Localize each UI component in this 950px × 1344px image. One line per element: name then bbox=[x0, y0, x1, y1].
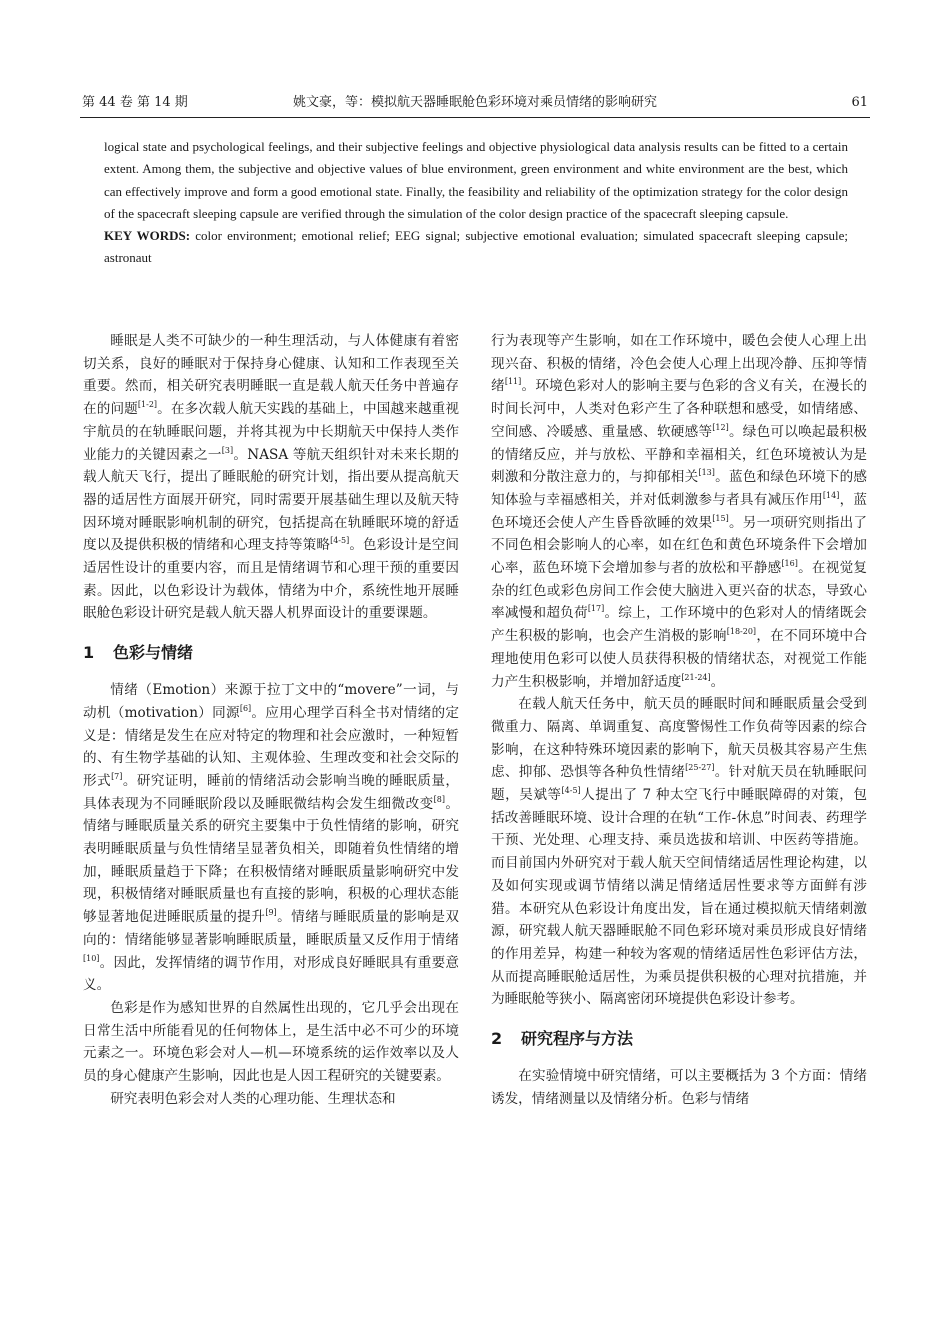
keywords-text: color environment; emotional relief; EEG signal; subjective emotional evaluation; simulated spacecraft sleeping capsule; astronaut bbox=[104, 228, 849, 266]
citation: [1-2] bbox=[137, 400, 158, 410]
citation: [7] bbox=[111, 771, 123, 781]
abstract-text: logical state and psychological feelings, and their subjective feelings and objective physiological data analysis results can be fitted to a certain extent. Among them, the subjective and objective values of blue environment, green environment and white environment are the best, which can effectively improve and form a good emotional state. Finally, the feasibility and reliability of the optimization strategy for the color design of the spacecraft sleeping capsule are verified through the simulation of the color design practice of the spacecraft sleeping capsule. bbox=[104, 139, 848, 221]
section-number: 2 bbox=[491, 1029, 503, 1049]
paragraph-sleep-intro: 睡眠是人类不可缺少的一种生理活动，与人体健康有着密切关系，良好的睡眠对于保持身心健康、认知和工作表现至关重要。然而，相关研究表明睡眠一直是载人航天任务中普遍存在的问题[1-2]。在多次载人航天实践的基础上，中国越来越重视宇航员的在轨睡眠问题，并将其视为中长期航天中保持人类作业能力的关键因素之一[3]。NASA 等航天组织针对未来长期的载人航天飞行，提出了睡眠舱的研究计划，指出要从提高航天器的适居性方面展开研究，同时需要开展基础生理以及航天特因环境对睡眠影响机制的研究，包括提高在轨睡眠环境的舒适度以及提供积极的情绪和心理支持等策略[4-5]。色彩设计是空间适居性设计的重要内容，而且是情绪调节和心理干预的重要因素。因此，以色彩设计为载体，情绪为中介，系统性地开展睡眠舱色彩设计研究是载人航天器人机界面设计的重要课题。 bbox=[83, 333, 460, 622]
citation: [15] bbox=[712, 513, 729, 523]
citation: [9] bbox=[265, 908, 277, 918]
citation: [4-5] bbox=[561, 786, 581, 796]
running-header bbox=[80, 92, 870, 114]
citation: [21-24] bbox=[681, 672, 711, 682]
section-title: 色彩与情绪 bbox=[113, 643, 194, 663]
abstract-block bbox=[104, 136, 848, 270]
running-title: 姚文豪，等：模拟航天器睡眠舱色彩环境对乘员情绪的影响研究 bbox=[292, 95, 657, 110]
citation: [14] bbox=[822, 490, 840, 500]
keywords bbox=[104, 225, 848, 270]
section-heading-1 bbox=[83, 642, 459, 664]
citation: [25-27] bbox=[685, 763, 715, 773]
citation: [4-5] bbox=[330, 536, 350, 546]
citation: [17] bbox=[587, 604, 605, 614]
citation: [16] bbox=[781, 559, 798, 569]
keywords-label: KEY WORDS: bbox=[104, 228, 191, 244]
paragraph-emotion-definition: 情绪（Emotion）来源于拉丁文中的“movere”一词，与动机（motivation）同源[6]。应用心理学百科全书对情绪的定义是：情绪是发生在应对特定的物理和社会应激时，一种短暂的、有生物学基础的认知、主观体验、生理改变和社会交际的形式[7]。研究证明，睡前的情绪活动会影响当晚的睡眠质量，具体表现为不同睡眠阶段以及睡眠微结构会发生细微改变[8]。情绪与睡眠质量关系的研究主要集中于负性情绪的影响，研究表明睡眠质量与负性情绪呈显著负相关，即随着负性情绪的增加，睡眠质量趋于下降；在积极情绪对睡眠质量影响研究中发现，积极情绪对睡眠质量也有直接的影响，积极的心理状态能够显著地促进睡眠质量的提升[9]。情绪与睡眠质量的影响是双向的：情绪能够显著影响睡眠质量，睡眠质量又反作用于情绪[10]。因此，发挥情绪的调节作用，对形成良好睡眠具有重要意义。 bbox=[83, 682, 460, 994]
citation: [18-20] bbox=[726, 627, 757, 637]
header-rule bbox=[80, 117, 870, 118]
section-heading-2 bbox=[491, 1028, 867, 1050]
right-column bbox=[491, 330, 867, 1111]
citation: [3] bbox=[221, 445, 234, 455]
citation: [8] bbox=[433, 794, 445, 804]
citation: [10] bbox=[83, 953, 100, 963]
citation: [13] bbox=[698, 468, 715, 478]
paragraph-color-environment: 色彩是作为感知世界的自然属性出现的，它几乎会出现在日常生活中所能看见的任何物体上，是生活中必不可少的环境元素之一。环境色彩会对人—机—环境系统的运作效率以及人员的身心健康产生影响，因此也是人因工程研究的关键要素。 bbox=[83, 999, 459, 1085]
volume-issue: 第 44 卷 第 14 期 bbox=[82, 95, 188, 110]
left-column bbox=[83, 330, 459, 1111]
paragraph-color-effects: 行为表现等产生影响，如在工作环境中，暖色会使人心理上出现兴奋、积极的情绪，冷色会使人心理上出现冷静、压抑等情绪[11]。环境色彩对人的影响主要与色彩的含义有关，在漫长的时间长河中，人类对色彩产生了各种联想和感受，如情绪感、空间感、冷暖感、重量感、软硬感等[12]。绿色可以唤起最积极的情绪反应，并与放松、平静和幸福相关，红色环境被认为是刺激和分散注意力的，与抑郁相关[13]。蓝色和绿色环境下的感知体验与幸福感相关，并对低刺激参与者具有减压作用[14]，蓝色环境还会使人产生昏昏欲睡的效果[15]。另一项研究则指出了不同色相会影响人的心率，如在红色和黄色环境条件下会增加心率，蓝色环境下会增加参与者的放松和平静感[16]。在视觉复杂的红色或彩色房间工作会使大脑进入更兴奋的状态，导致心率减慢和超负荷[17]。综上，工作环境中的色彩对人的情绪既会产生积极的影响，也会产生消极的影响[18-20]，在不同环境中合理地使用色彩可以使人员获得积极的情绪状态，对视觉工作能力产生积极影响，并增加舒适度[21-24]。 bbox=[491, 333, 868, 690]
paragraph-color-research: 研究表明色彩会对人类的心理功能、生理状态和 bbox=[110, 1090, 396, 1107]
section-title: 研究程序与方法 bbox=[521, 1029, 634, 1049]
page-number: 61 bbox=[851, 95, 868, 110]
section-number: 1 bbox=[83, 643, 95, 663]
citation: [11] bbox=[504, 377, 522, 387]
paragraph-spaceflight-sleep: 在载人航天任务中，航天员的睡眠时间和睡眠质量会受到微重力、隔离、单调重复、高度警惕性工作负荷等因素的综合影响，在这种特殊环境因素的影响下，航天员极其容易产生焦虑、抑郁、恐惧等各种负性情绪[25-27]。针对航天员在轨睡眠问题，吴斌等[4-5]人提出了 7 种太空飞行中睡眠障碍的对策，包括改善睡眠环境、设计合理的在轨“工作-休息”时间表、药理学干预、光处理、心理支持、乘员选拔和培训、中医药等措施。而目前国内外研究对于载人航天空间情绪适居性理论构建，以及如何实现或调节情绪以满足情绪适居性要求等方面鲜有涉猎。本研究从色彩设计角度出发，旨在通过模拟航天情绪刺激源，研究载人航天器睡眠舱不同色彩环境对乘员形成良好情绪的作用差异，构建一种较为客观的情绪适居性色彩评估方法，从而提高睡眠舱适居性，为乘员提供积极的心理对抗措施，并为睡眠舱等狭小、隔离密闭环境提供色彩设计参考。 bbox=[491, 696, 868, 1008]
citation: [12] bbox=[712, 422, 729, 432]
paragraph-research-methods: 在实验情境中研究情绪，可以主要概括为 3 个方面：情绪诱发，情绪测量以及情绪分析。色彩与情绪 bbox=[491, 1068, 867, 1107]
citation: [6] bbox=[239, 703, 252, 713]
